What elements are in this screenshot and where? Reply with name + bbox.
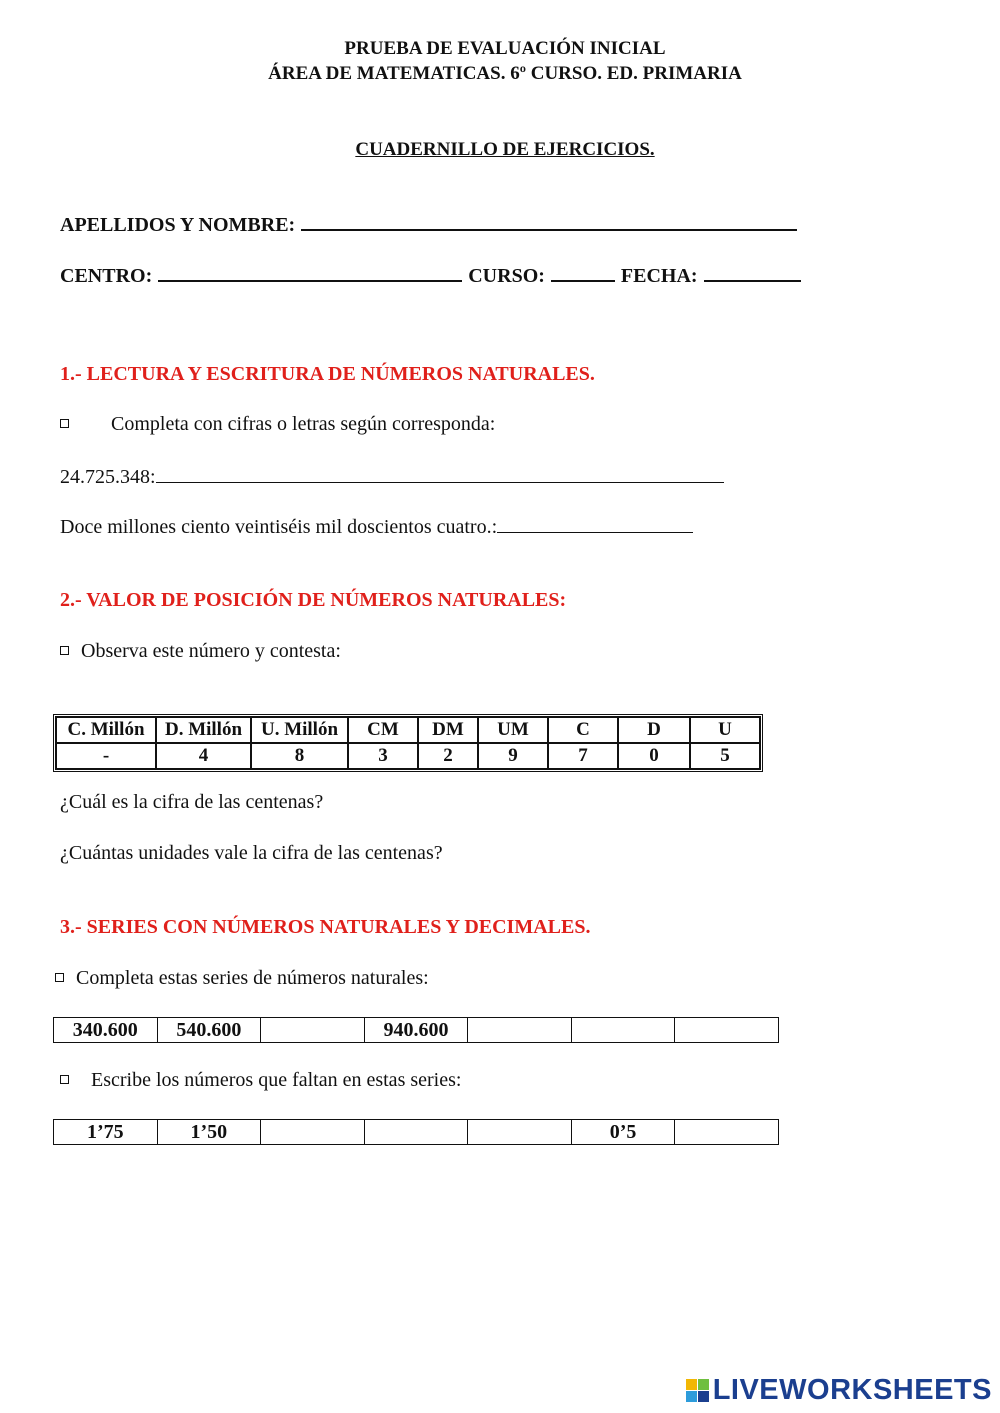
- series2-row: [54, 1120, 779, 1145]
- series2-table: [53, 1119, 779, 1145]
- checkbox-bullet-icon: [60, 1075, 69, 1084]
- place-digit-cell: -: [56, 743, 156, 769]
- subtitle: CUADERNILLO DE EJERCICIOS.: [355, 139, 655, 160]
- place-value-digit-row: [56, 743, 760, 769]
- section1-instruction-text: Completa con cifras o letras según corresponda:: [111, 413, 496, 435]
- curso-blank[interactable]: [551, 262, 615, 282]
- section1-item1: [60, 464, 724, 489]
- place-digit-cell: 5: [690, 743, 760, 769]
- place-digit-cell: 9: [478, 743, 548, 769]
- checkbox-bullet-icon: [60, 419, 69, 428]
- logo-square: [698, 1379, 709, 1390]
- name-label: APELLIDOS Y NOMBRE:: [60, 214, 296, 236]
- place-header-cell: U. Millón: [251, 717, 348, 743]
- centro-row: [60, 262, 807, 288]
- place-header-cell: CM: [348, 717, 418, 743]
- series1-table: [53, 1017, 779, 1043]
- section1-item2-text: Doce millones ciento veintiséis mil doscientos cuatro.:: [60, 516, 498, 538]
- section1-instruction: [60, 413, 495, 436]
- liveworksheets-logo: [686, 1374, 992, 1407]
- checkbox-bullet-icon: [60, 646, 69, 655]
- place-digit-cell: 8: [251, 743, 348, 769]
- series1-answer-cell[interactable]: [468, 1018, 572, 1043]
- place-header-cell: D. Millón: [156, 717, 251, 743]
- name-blank[interactable]: [301, 211, 797, 231]
- section2-instruction-text: Observa este número y contesta:: [81, 640, 341, 662]
- logo-square: [686, 1391, 697, 1402]
- place-digit-cell: 0: [618, 743, 690, 769]
- series2-answer-cell[interactable]: [675, 1120, 779, 1145]
- place-header-cell: UM: [478, 717, 548, 743]
- section3-instruction1-text: Completa estas series de números naturales:: [76, 967, 429, 989]
- section2-title: 2.- VALOR DE POSICIÓN DE NÚMEROS NATURALES:: [60, 589, 567, 611]
- place-digit-cell: 4: [156, 743, 251, 769]
- section1-item1-blank[interactable]: [156, 464, 724, 483]
- series1-cell: 940.600: [364, 1018, 468, 1043]
- series1-cell: 340.600: [54, 1018, 158, 1043]
- series1-cell: 540.600: [157, 1018, 261, 1043]
- checkbox-bullet-icon: [55, 973, 64, 982]
- section3-instruction1: [55, 967, 429, 990]
- section2-question1: ¿Cuál es la cifra de las centenas?: [60, 791, 324, 813]
- section2-question2: ¿Cuántas unidades vale la cifra de las centenas?: [60, 842, 443, 864]
- place-digit-cell: 3: [348, 743, 418, 769]
- liveworksheets-logo-icon: [686, 1379, 709, 1402]
- logo-square: [698, 1391, 709, 1402]
- curso-label: CURSO:: [468, 265, 545, 287]
- section3-instruction2: [60, 1069, 461, 1092]
- place-value-header-row: [56, 717, 760, 743]
- fecha-label: FECHA:: [620, 265, 698, 287]
- place-header-cell: D: [618, 717, 690, 743]
- place-digit-cell: 2: [418, 743, 478, 769]
- logo-text: LIVEWORKSHEETS: [712, 1374, 992, 1406]
- series2-answer-cell[interactable]: [364, 1120, 468, 1145]
- series1-row: [54, 1018, 779, 1043]
- series2-cell: 1’75: [54, 1120, 158, 1145]
- series1-answer-cell[interactable]: [675, 1018, 779, 1043]
- place-value-table: [53, 714, 763, 772]
- section3-instruction2-text: Escribe los números que faltan en estas series:: [91, 1069, 462, 1091]
- section1-item2-blank[interactable]: [497, 514, 693, 533]
- series2-answer-cell[interactable]: [261, 1120, 365, 1145]
- logo-square: [686, 1379, 697, 1390]
- section1-title: 1.- LECTURA Y ESCRITURA DE NÚMEROS NATURALES.: [60, 363, 595, 385]
- title-line-2: ÁREA DE MATEMATICAS. 6º CURSO. ED. PRIMARIA: [268, 63, 742, 84]
- place-header-cell: DM: [418, 717, 478, 743]
- section1-item2: [60, 514, 693, 539]
- place-header-cell: C. Millón: [56, 717, 156, 743]
- series2-answer-cell[interactable]: [468, 1120, 572, 1145]
- section2-instruction: [60, 640, 341, 663]
- series2-cell: 1’50: [157, 1120, 261, 1145]
- fecha-blank[interactable]: [704, 262, 801, 282]
- place-header-cell: U: [690, 717, 760, 743]
- centro-label: CENTRO:: [60, 265, 153, 287]
- title-line-1: PRUEBA DE EVALUACIÓN INICIAL: [344, 38, 666, 59]
- place-digit-cell: 7: [548, 743, 618, 769]
- series2-cell: 0’5: [571, 1120, 675, 1145]
- place-header-cell: C: [548, 717, 618, 743]
- series1-answer-cell[interactable]: [261, 1018, 365, 1043]
- series1-answer-cell[interactable]: [571, 1018, 675, 1043]
- centro-blank[interactable]: [158, 262, 462, 282]
- section1-item1-text: 24.725.348:: [60, 466, 156, 488]
- section3-title: 3.- SERIES CON NÚMEROS NATURALES Y DECIMALES.: [60, 916, 591, 938]
- name-row: [60, 211, 803, 237]
